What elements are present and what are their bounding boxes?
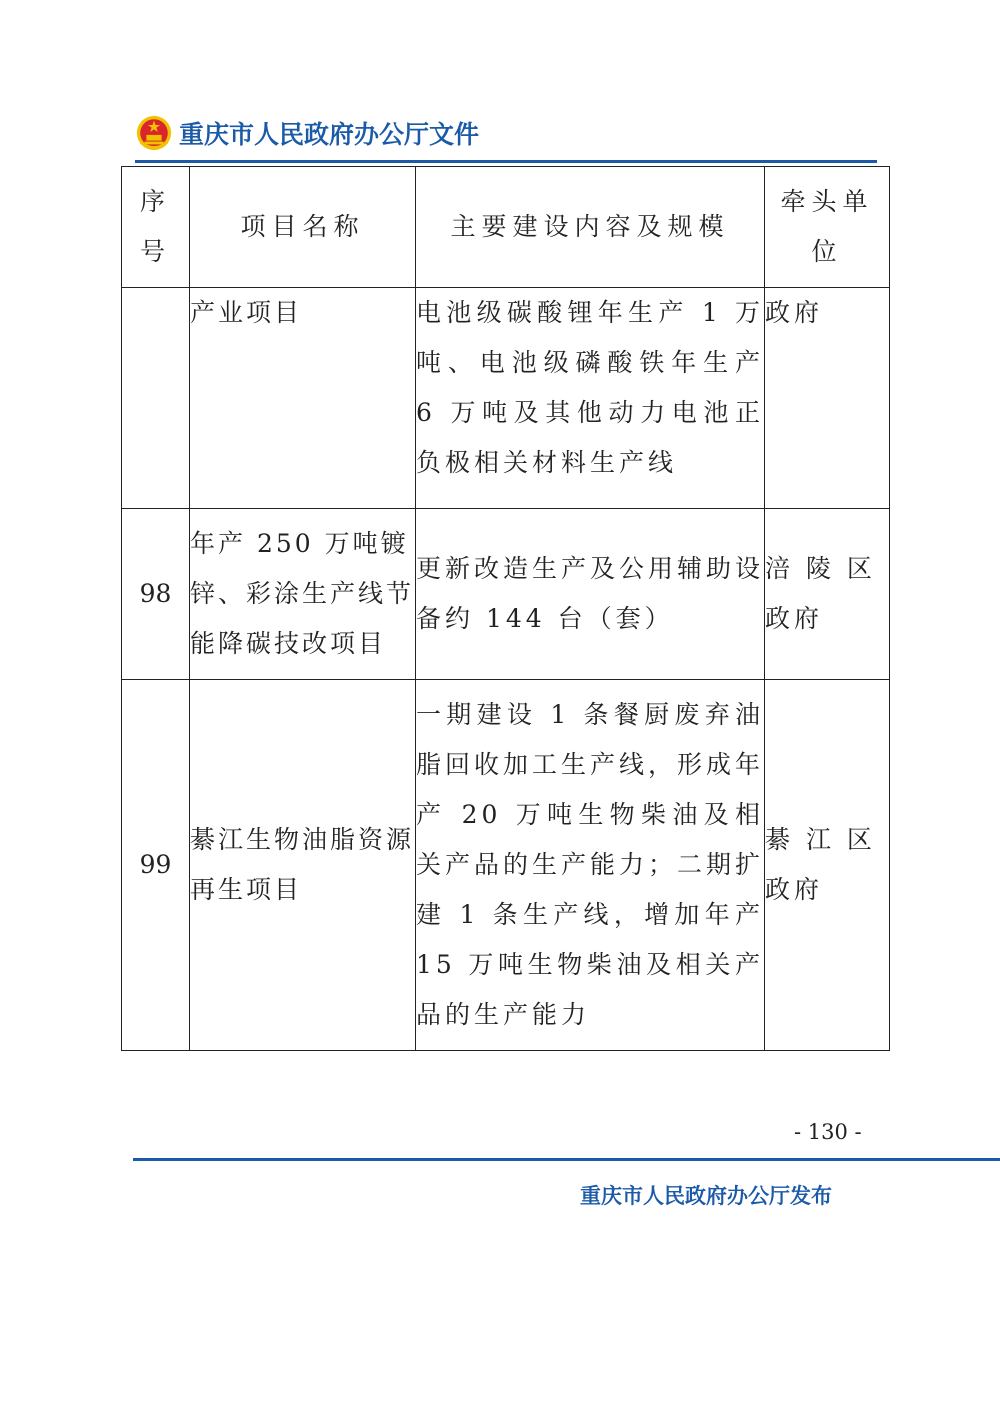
row-unit: 涪 陵 区政府	[765, 509, 890, 680]
col-header-name: 项目名称	[190, 167, 416, 288]
row-num	[122, 288, 190, 509]
project-table	[121, 166, 890, 1051]
col-header-num: 序号	[122, 167, 190, 288]
table-row	[122, 288, 890, 509]
table-row	[122, 509, 890, 680]
row-content: 电池级碳酸锂年生产 1 万吨、电池级磷酸铁年生产 6 万吨及其他动力电池正负极相关材料生产线	[416, 288, 765, 509]
footer-divider	[133, 1158, 1000, 1161]
row-name: 年产 250 万吨镀锌、彩涂生产线节能降碳技改项目	[190, 509, 416, 680]
col-header-unit: 牵头单位	[765, 167, 890, 288]
document-header	[135, 112, 479, 154]
national-emblem-icon	[135, 114, 173, 152]
header-divider	[135, 160, 877, 163]
row-name: 綦江生物油脂资源再生项目	[190, 680, 416, 1051]
row-unit: 政府	[765, 288, 890, 509]
row-content: 更新改造生产及公用辅助设备约 144 台（套）	[416, 509, 765, 680]
row-name: 产业项目	[190, 288, 416, 509]
row-num: 98	[122, 509, 190, 680]
table-row	[122, 680, 890, 1051]
col-header-content: 主要建设内容及规模	[416, 167, 765, 288]
header-title: 重庆市人民政府办公厅文件	[179, 120, 480, 149]
publisher-line: 重庆市人民政府办公厅发布	[580, 1184, 832, 1208]
row-unit: 綦 江 区政府	[765, 680, 890, 1051]
row-content: 一期建设 1 条餐厨废弃油脂回收加工生产线，形成年产 20 万吨生物柴油及相关产品的生产能力；二期扩建 1 条生产线，增加年产 15 万吨生物柴油及相关产品的生产能力	[416, 680, 765, 1051]
row-num: 99	[122, 680, 190, 1051]
page-number: - 130 -	[794, 1120, 862, 1144]
table-header-row	[122, 167, 890, 288]
